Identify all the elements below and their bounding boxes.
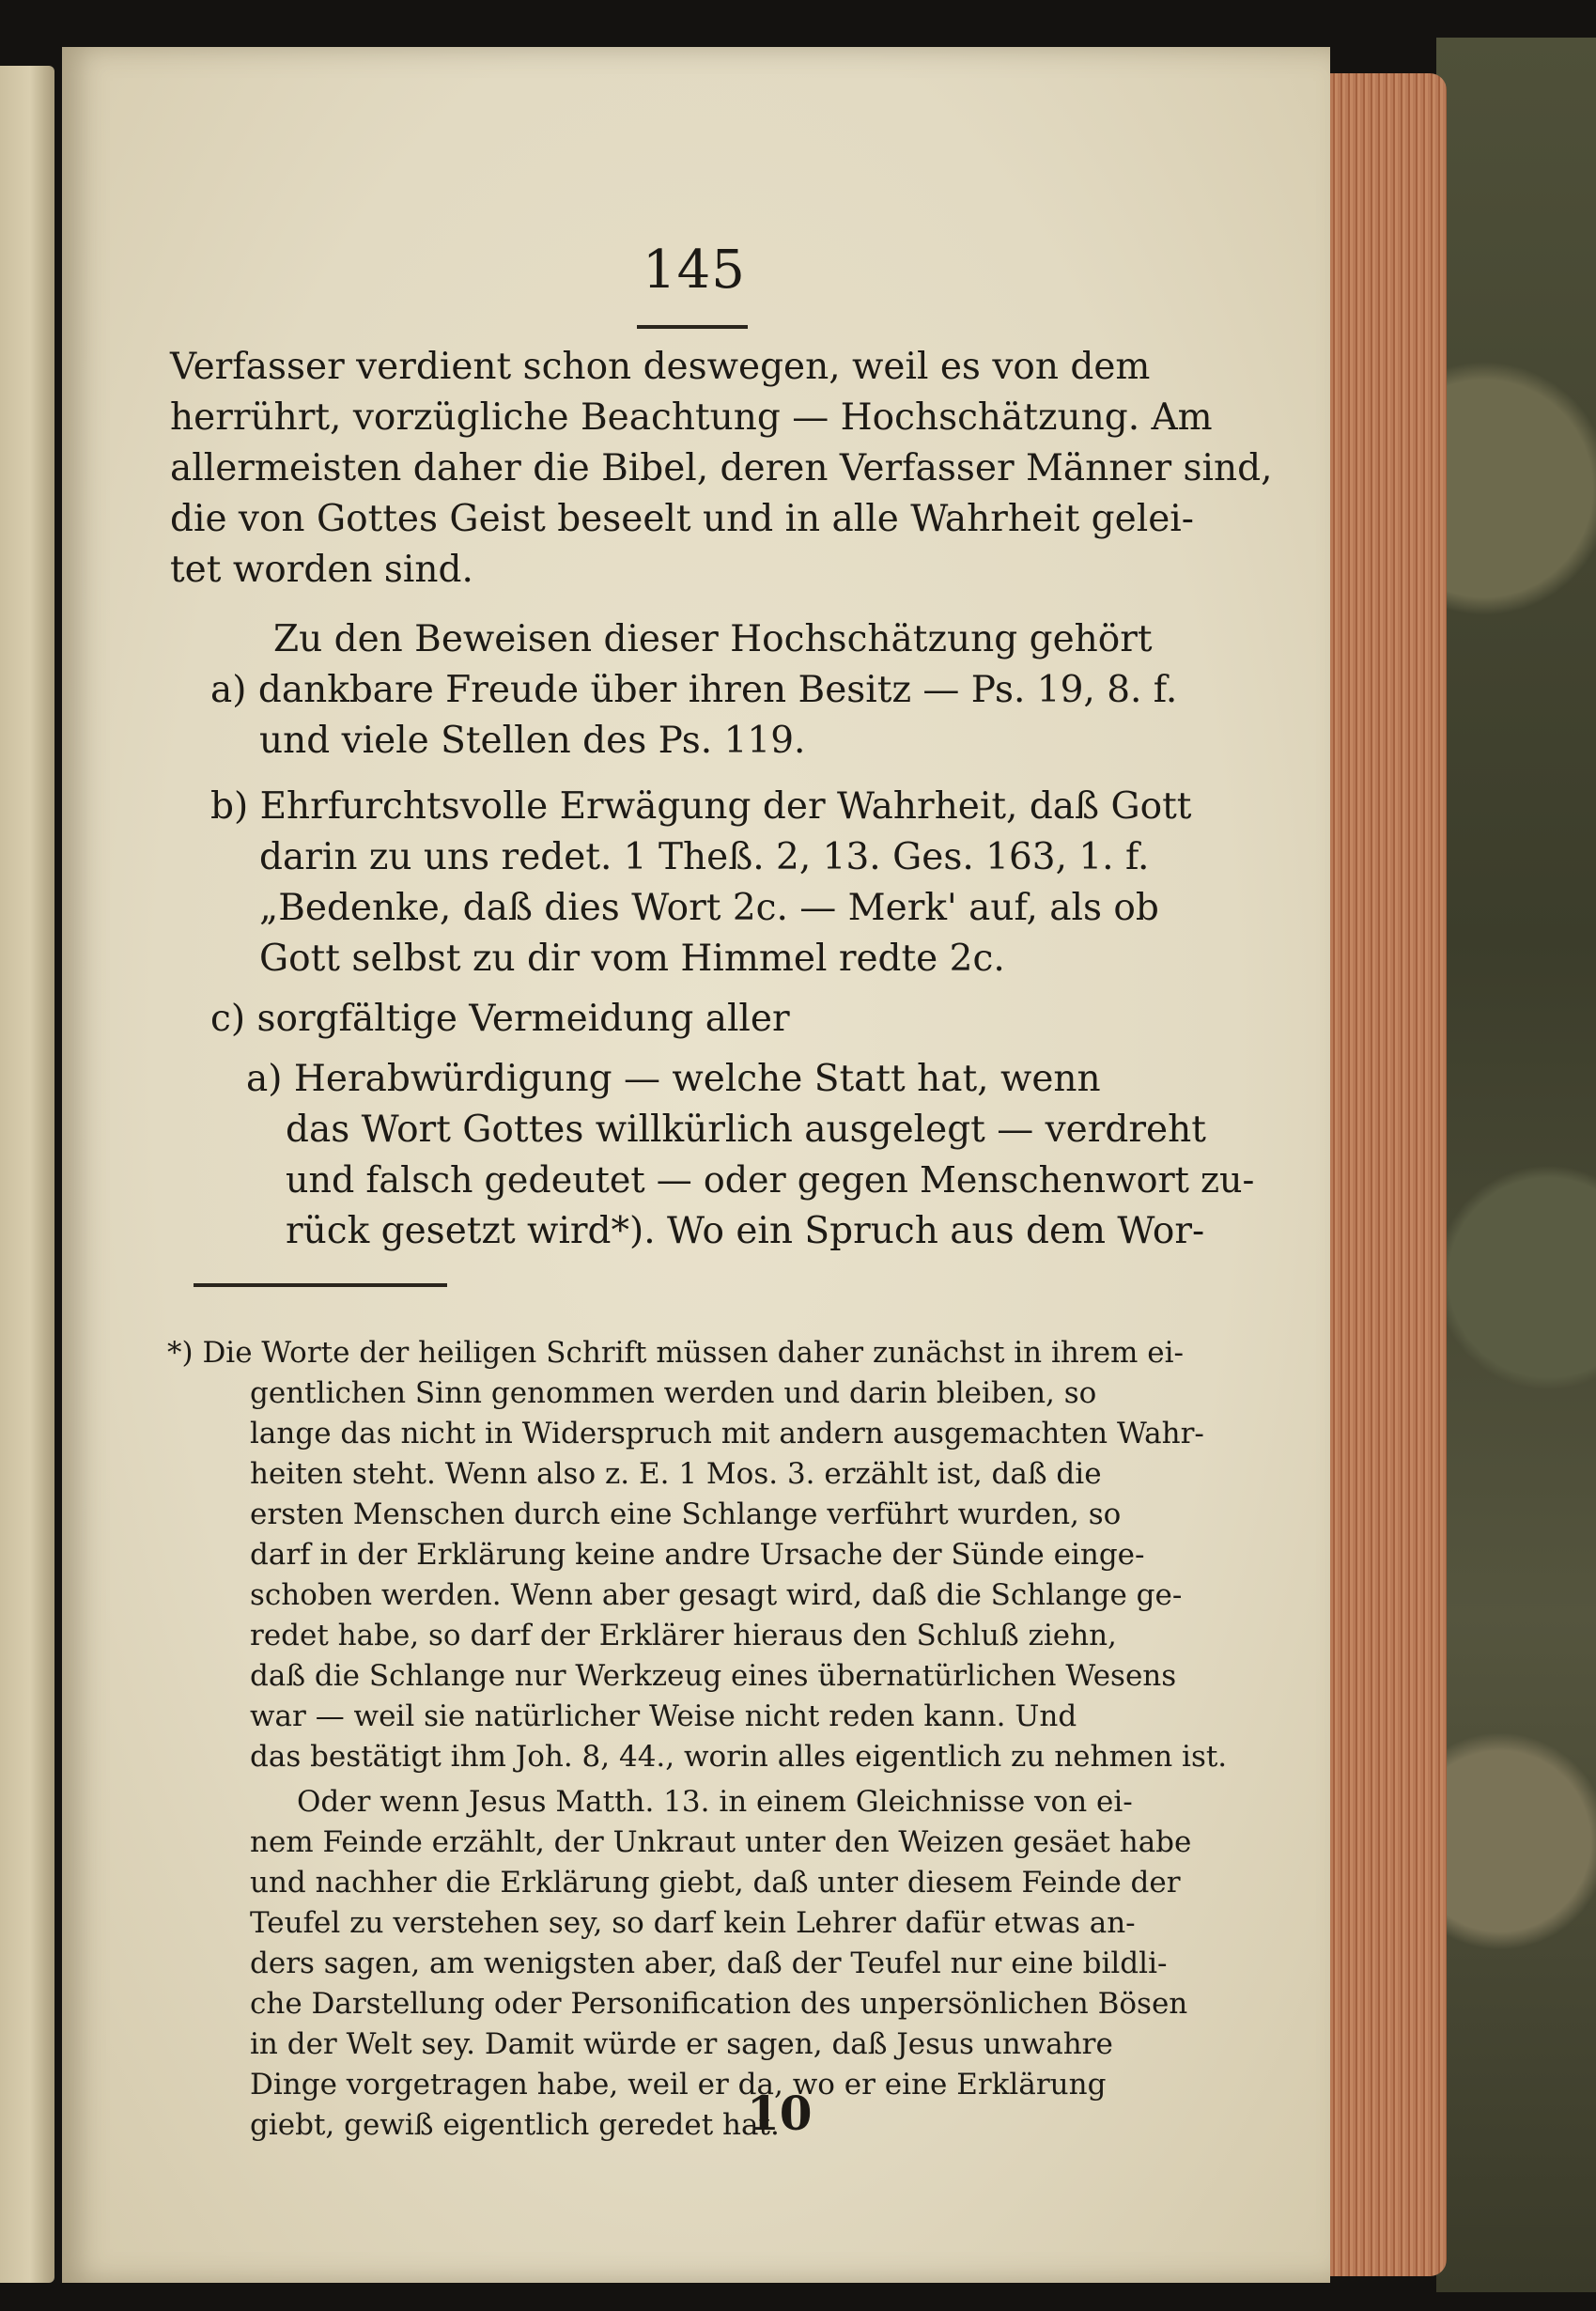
footnote-line: lange das nicht in Widerspruch mit andern ausgemachten Wahr- — [250, 1417, 1204, 1450]
back-cover — [1436, 38, 1596, 2292]
body-line: herrührt, vorzügliche Beachtung — Hochschätzung. Am — [170, 396, 1213, 439]
left-page-edge — [0, 66, 54, 2283]
body-line: Gott selbst zu dir vom Himmel redte 2c. — [259, 938, 1005, 980]
body-line: und viele Stellen des Ps. 119. — [259, 720, 806, 762]
footnote-line: Dinge vorgetragen habe, weil er da, wo er eine Erklärung — [250, 2068, 1107, 2102]
body-line: Zu den Beweisen dieser Hochschätzung gehört — [273, 618, 1153, 660]
page-edges — [1315, 73, 1447, 2276]
body-line: darin zu uns redet. 1 Theß. 2, 13. Ges. 163, 1. f. — [259, 836, 1150, 878]
footnote-line: gentlichen Sinn genommen werden und darin bleiben, so — [250, 1376, 1097, 1410]
signature-mark: 10 — [747, 2086, 813, 2141]
book-page — [62, 47, 1330, 2283]
footnote-line: nem Feinde erzählt, der Unkraut unter den Weizen gesäet habe — [250, 1825, 1192, 1859]
footnote-line: redet habe, so darf der Erklärer hieraus den Schluß ziehn, — [250, 1619, 1117, 1652]
body-line: Verfasser verdient schon deswegen, weil es von dem — [170, 346, 1151, 388]
footnote-line: darf in der Erklärung keine andre Ursache der Sünde einge- — [250, 1538, 1145, 1572]
footnote-line: *) Die Worte der heiligen Schrift müssen daher zunächst in ihrem ei- — [167, 1336, 1185, 1370]
footnote-line: war — weil sie natürlicher Weise nicht reden kann. Und — [250, 1699, 1077, 1733]
body-line: und falsch gedeutet — oder gegen Menschenwort zu- — [286, 1159, 1255, 1201]
footnote-line: das bestätigt ihm Joh. 8, 44., worin alles eigentlich zu nehmen ist. — [250, 1740, 1228, 1774]
footnote-line: giebt, gewiß eigentlich geredet hat. — [250, 2108, 780, 2142]
body-line: „Bedenke, daß dies Wort 2c. — Merk' auf, als ob — [259, 887, 1159, 929]
body-line: das Wort Gottes willkürlich ausgelegt — verdreht — [286, 1109, 1206, 1151]
footnote-line: heiten steht. Wenn also z. E. 1 Mos. 3. erzählt ist, daß die — [250, 1457, 1102, 1491]
header-rule — [637, 325, 748, 329]
body-line: a) dankbare Freude über ihren Besitz — Ps. 19, 8. f. — [210, 669, 1178, 711]
body-line: rück gesetzt wird*). Wo ein Spruch aus dem Wor- — [286, 1210, 1205, 1252]
body-line: b) Ehrfurchtsvolle Erwägung der Wahrheit, daß Gott — [210, 785, 1192, 828]
footnote-line: in der Welt sey. Damit würde er sagen, daß Jesus unwahre — [250, 2027, 1113, 2061]
footnote-line: Oder wenn Jesus Matth. 13. in einem Gleichnisse von ei- — [297, 1785, 1133, 1819]
footnote-line: und nachher die Erklärung giebt, daß unter diesem Feinde der — [250, 1866, 1181, 1900]
body-line: c) sorgfältige Vermeidung aller — [210, 998, 790, 1040]
body-line: allermeisten daher die Bibel, deren Verfasser Männer sind, — [170, 447, 1273, 489]
footnote-line: Teufel zu verstehen sey, so darf kein Lehrer dafür etwas an- — [250, 1906, 1136, 1940]
page-number: 145 — [643, 240, 746, 301]
footnote-line: daß die Schlange nur Werkzeug eines übernatürlichen Wesens — [250, 1659, 1177, 1693]
body-line: tet worden sind. — [170, 549, 473, 591]
footnote-line: che Darstellung oder Personification des unpersönlichen Bösen — [250, 1987, 1188, 2021]
footnote-rule — [194, 1283, 447, 1287]
footnote-line: ders sagen, am wenigsten aber, daß der Teufel nur eine bildli- — [250, 1947, 1168, 1980]
footnote-line: ersten Menschen durch eine Schlange verführt wurden, so — [250, 1497, 1122, 1531]
body-line: a) Herabwürdigung — welche Statt hat, wenn — [246, 1058, 1101, 1100]
footnote-line: schoben werden. Wenn aber gesagt wird, daß die Schlange ge- — [250, 1578, 1183, 1612]
body-line: die von Gottes Geist beseelt und in alle Wahrheit gelei- — [170, 498, 1194, 540]
